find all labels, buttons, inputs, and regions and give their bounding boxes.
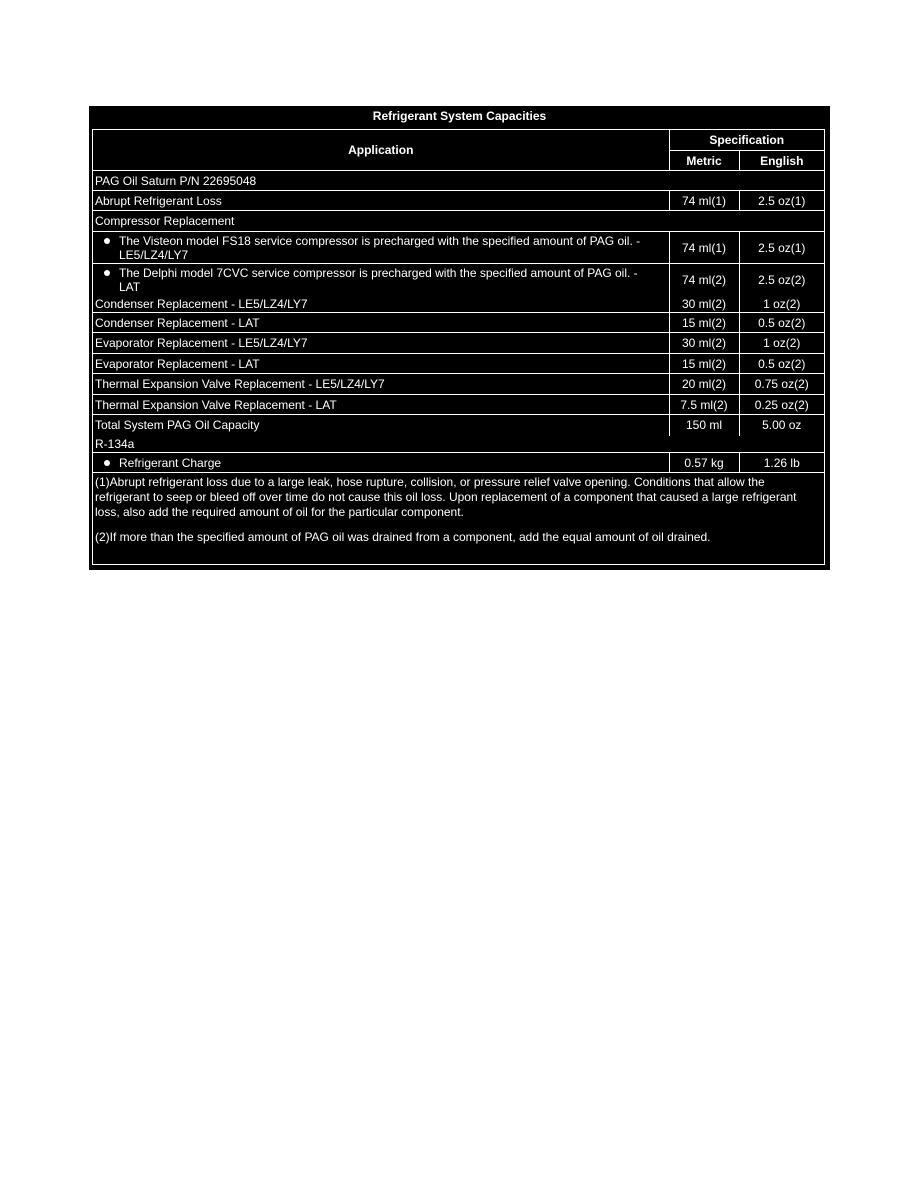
row-label: Abrupt Refrigerant Loss xyxy=(93,191,669,211)
header-row-1 xyxy=(93,130,824,151)
metric-value: 30 ml(2) xyxy=(669,296,739,313)
footnote-1: (1)Abrupt refrigerant loss due to a large leak, hose rupture, collision, or pressure relief valve opening. Conditions that allow the refrigerant to seep or bleed off over time do not cause this oil loss. Upon replacement of a component that caused a large refrigerant loss, also add the required amount of oil for the particular component. xyxy=(95,475,797,519)
table-row xyxy=(93,395,824,415)
bullet-icon xyxy=(104,270,110,276)
application-header: Application xyxy=(348,143,414,157)
table-row xyxy=(93,171,824,191)
metric-value: 150 ml xyxy=(669,415,739,436)
english-value: 2.5 oz(1) xyxy=(739,232,824,264)
english-value: 2.5 oz(2) xyxy=(739,264,824,296)
bullet-cell xyxy=(93,232,669,264)
table-row xyxy=(93,264,824,296)
row-label: Total System PAG Oil Capacity xyxy=(93,415,669,436)
english-value: 0.25 oz(2) xyxy=(739,395,824,415)
row-label: Compressor Replacement xyxy=(93,211,824,232)
metric-value: 74 ml(2) xyxy=(669,264,739,296)
notes-cell xyxy=(93,473,824,550)
table-row xyxy=(93,436,824,453)
specification-header: Specification xyxy=(669,130,824,151)
row-label: The Visteon model FS18 service compressor is precharged with the specified amount of PAG oil. - LE5/LZ4/LY7 xyxy=(119,233,641,262)
capacities-figure xyxy=(89,106,830,570)
row-label: Thermal Expansion Valve Replacement - LE5/LZ4/LY7 xyxy=(93,374,669,395)
row-label: Thermal Expansion Valve Replacement - LAT xyxy=(93,395,669,415)
table-row xyxy=(93,191,824,211)
table-row xyxy=(93,232,824,264)
bullet-icon xyxy=(104,238,110,244)
row-label: R-134a xyxy=(95,436,135,451)
notes-row xyxy=(93,473,824,550)
table-title: Refrigerant System Capacities xyxy=(372,109,547,123)
table-row xyxy=(93,354,824,374)
metric-value: 15 ml(2) xyxy=(669,313,739,333)
table-row xyxy=(93,313,824,333)
metric-value: 7.5 ml(2) xyxy=(669,395,739,415)
english-value: 0.5 oz(2) xyxy=(739,354,824,374)
table-frame xyxy=(92,129,825,565)
table-row xyxy=(93,296,824,313)
english-value: 1.26 lb xyxy=(739,453,824,473)
english-header: English xyxy=(739,151,824,171)
english-value: 1 oz(2) xyxy=(739,333,824,354)
footnote-2: (2)If more than the specified amount of PAG oil was drained from a component, add the equal amount of oil drained. xyxy=(95,530,711,544)
bullet-icon xyxy=(104,460,110,466)
english-value: 0.75 oz(2) xyxy=(739,374,824,395)
metric-value: 74 ml(1) xyxy=(669,232,739,264)
row-label: Condenser Replacement - LAT xyxy=(93,313,669,333)
row-label: Condenser Replacement - LE5/LZ4/LY7 xyxy=(95,296,308,311)
english-value: 5.00 oz xyxy=(739,415,824,436)
table-row xyxy=(93,333,824,354)
row-label: Evaporator Replacement - LE5/LZ4/LY7 xyxy=(93,333,669,354)
row-label: Refrigerant Charge xyxy=(119,455,222,470)
row-label: PAG Oil Saturn P/N 22695048 xyxy=(93,171,824,191)
table-row xyxy=(93,211,824,232)
metric-header: Metric xyxy=(669,151,739,171)
metric-value: 74 ml(1) xyxy=(669,191,739,211)
table-row xyxy=(93,415,824,436)
metric-value: 15 ml(2) xyxy=(669,354,739,374)
table-row xyxy=(93,374,824,395)
english-value: 0.5 oz(2) xyxy=(739,313,824,333)
bullet-cell xyxy=(93,264,669,296)
table-row xyxy=(93,453,824,473)
metric-value: 20 ml(2) xyxy=(669,374,739,395)
metric-value: 0.57 kg xyxy=(669,453,739,473)
capacities-table xyxy=(93,130,824,549)
english-value: 1 oz(2) xyxy=(739,296,824,313)
row-label: Evaporator Replacement - LAT xyxy=(93,354,669,374)
english-value: 2.5 oz(1) xyxy=(739,191,824,211)
metric-value: 30 ml(2) xyxy=(669,333,739,354)
row-label: The Delphi model 7CVC service compressor is precharged with the specified amount of PAG oil. - LAT xyxy=(119,265,638,294)
bullet-cell xyxy=(93,453,669,473)
